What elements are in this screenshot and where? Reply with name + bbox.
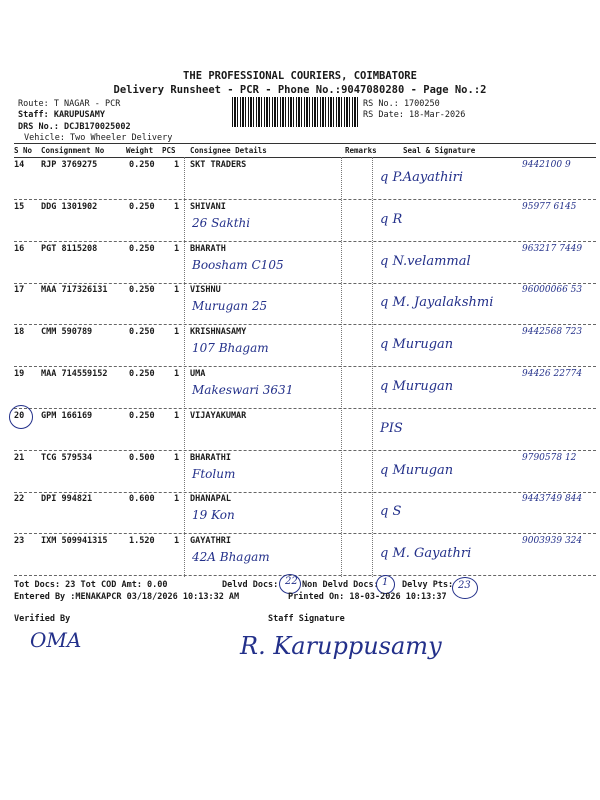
row-pcs: 1 (174, 243, 180, 254)
row-separator (14, 575, 596, 576)
row-phone-handwriting: 94426 22774 (522, 369, 583, 379)
non-delvd-value: 1 (382, 577, 389, 588)
table-row (0, 283, 600, 325)
row-weight: 0.250 (129, 201, 155, 212)
row-pcs: 1 (174, 327, 180, 338)
row-sno: 14 (14, 160, 25, 170)
row-sno: 23 (14, 536, 25, 547)
row-consignee: DHANAPAL (190, 494, 231, 505)
row-pcs: 1 (174, 536, 180, 547)
row-receiver-signature: q R (380, 211, 403, 227)
delvy-pts-label: Delvy Pts: (402, 580, 454, 590)
row-receiver-signature: q S (380, 504, 402, 520)
table-row (0, 158, 600, 200)
runsheet-subtitle: Delivery Runsheet - PCR - Phone No.:9047080280 - Page No.:2 (113, 84, 487, 96)
col-remarks: Remarks (345, 146, 377, 155)
row-consignee: BHARATH (190, 243, 226, 254)
row-consignment-no: RJP 3769275 (41, 160, 98, 170)
row-consignee: UMA (190, 369, 206, 379)
row-pcs: 1 (174, 201, 180, 212)
row-phone-handwriting: 963217 7449 (522, 243, 583, 254)
rs-date-label: RS Date: 18-Mar-2026 (363, 110, 466, 120)
delvy-pts-value: 23 (458, 580, 471, 591)
row-pcs: 1 (174, 369, 180, 379)
row-address-handwriting: 19 Kon (192, 508, 235, 523)
row-pcs: 1 (174, 285, 180, 296)
row-receiver-signature: q M. Gayathri (380, 546, 472, 562)
row-consignment-no: GPM 166169 (41, 410, 93, 421)
row-consignment-no: MAA 717326131 (41, 285, 108, 296)
row-address-handwriting: 42A Bhagam (192, 550, 270, 565)
row-phone-handwriting: 9443749 844 (522, 494, 583, 505)
header-top-rule (14, 143, 596, 144)
row-pcs: 1 (174, 452, 180, 463)
row-consignee: GAYATHRI (190, 536, 231, 547)
table-row (0, 200, 600, 242)
route-label: Route: T NAGAR - PCR (18, 99, 121, 109)
row-receiver-signature: q P.Aayathiri (380, 170, 464, 185)
row-receiver-signature: PIS (380, 420, 403, 436)
drs-label: DRS No.: DCJB170025002 (18, 122, 131, 132)
row-sno: 20 (14, 410, 25, 421)
row-phone-handwriting: 9442100 9 (522, 160, 571, 170)
row-weight: 0.250 (129, 285, 155, 296)
row-address-handwriting: 107 Bhagam (192, 341, 269, 356)
verified-by-label: Verified By (14, 614, 71, 624)
row-phone-handwriting: 9003939 324 (522, 536, 583, 547)
row-consignee: SHIVANI (190, 201, 226, 212)
row-sno: 15 (14, 201, 25, 212)
delvd-circle (279, 574, 301, 594)
row-consignee: VIJAYAKUMAR (190, 410, 247, 421)
row-weight: 0.600 (129, 494, 155, 505)
table-row (0, 492, 600, 534)
row-20-circle-mark (9, 405, 33, 429)
row-weight: 0.250 (129, 160, 155, 170)
tot-docs: Tot Docs: 23 Tot COD Amt: 0.00 (14, 580, 168, 590)
delvd-docs-value: 22 (285, 576, 298, 587)
row-weight: 0.250 (129, 410, 155, 421)
table-row (0, 451, 600, 493)
row-address-handwriting: Murugan 25 (192, 299, 268, 314)
table-row (0, 534, 600, 576)
row-phone-handwriting: 9790578 12 (522, 452, 577, 463)
col-weight: Weight (126, 146, 154, 155)
staff-signature: R. Karuppusamy (240, 632, 442, 660)
staff-label: Staff: KARUPUSAMY (18, 110, 105, 120)
row-phone-handwriting: 9442568 723 (522, 327, 583, 338)
row-address-handwriting: Boosham C105 (192, 257, 284, 272)
row-sno: 21 (14, 452, 25, 463)
table-row (0, 409, 600, 451)
delvy-pts-circle (452, 577, 478, 599)
table-row (0, 242, 600, 284)
row-consignment-no: TCG 579534 (41, 452, 93, 463)
row-weight: 0.250 (129, 243, 155, 254)
printed-on: Printed On: 18-03-2026 10:13:37 (288, 592, 447, 602)
row-pcs: 1 (174, 494, 180, 505)
company-title: THE PROFESSIONAL COURIERS, COIMBATORE (183, 70, 417, 82)
row-address-handwriting: Ftolum (192, 466, 236, 481)
row-receiver-signature: q Murugan (380, 462, 454, 478)
entered-by: Entered By :MENAKAPCR 03/18/2026 10:13:32 AM (14, 592, 240, 602)
row-address-handwriting: 26 Sakthi (192, 215, 251, 230)
row-consignment-no: DPI 994821 (41, 494, 93, 505)
row-weight: 0.250 (129, 369, 155, 379)
row-sno: 17 (14, 285, 25, 296)
row-consignment-no: DDG 1301902 (41, 201, 98, 212)
row-address-handwriting: Makeswari 3631 (192, 383, 294, 397)
row-receiver-signature: q Murugan (380, 337, 454, 353)
verified-signature: OMA (30, 628, 82, 652)
row-phone-handwriting: 96000066 53 (522, 285, 583, 296)
row-phone-handwriting: 95977 6145 (522, 201, 577, 212)
col-seal: Seal & Signature (403, 146, 476, 155)
row-pcs: 1 (174, 160, 180, 170)
col-sno: S No (14, 146, 33, 155)
row-weight: 1.520 (129, 536, 155, 547)
col-consignee: Consignee Details (190, 146, 267, 155)
row-receiver-signature: q M. Jayalakshmi (380, 295, 494, 311)
col-pcs: PCS (162, 146, 176, 155)
row-sno: 22 (14, 494, 25, 505)
row-sno: 19 (14, 369, 25, 379)
col-consignment: Consignment No (41, 146, 105, 155)
staff-signature-label: Staff Signature (268, 614, 345, 624)
row-receiver-signature: q N.velammal (380, 253, 471, 269)
row-consignment-no: CMM 590789 (41, 327, 93, 338)
rs-no-label: RS No.: 1700250 (363, 99, 440, 109)
row-pcs: 1 (174, 410, 180, 421)
row-consignment-no: PGT 8115208 (41, 243, 98, 254)
barcode (232, 97, 358, 127)
row-weight: 0.250 (129, 327, 155, 338)
table-row (0, 325, 600, 367)
row-sno: 16 (14, 243, 25, 254)
delvd-docs-label: Delvd Docs: (222, 580, 279, 590)
row-sno: 18 (14, 327, 25, 338)
row-consignee: KRISHNASAMY (190, 327, 247, 338)
non-delvd-label: Non Delvd Docs: (302, 580, 379, 590)
vehicle-label: Vehicle: Two Wheeler Delivery (24, 133, 173, 143)
table-row (0, 367, 600, 409)
row-consignee: BHARATHI (190, 452, 231, 463)
row-consignee: VISHNU (190, 285, 221, 296)
row-consignee: SKT TRADERS (190, 160, 247, 170)
row-consignment-no: MAA 714559152 (41, 369, 108, 379)
row-receiver-signature: q Murugan (380, 379, 454, 394)
row-consignment-no: IXM 509941315 (41, 536, 108, 547)
row-weight: 0.500 (129, 452, 155, 463)
